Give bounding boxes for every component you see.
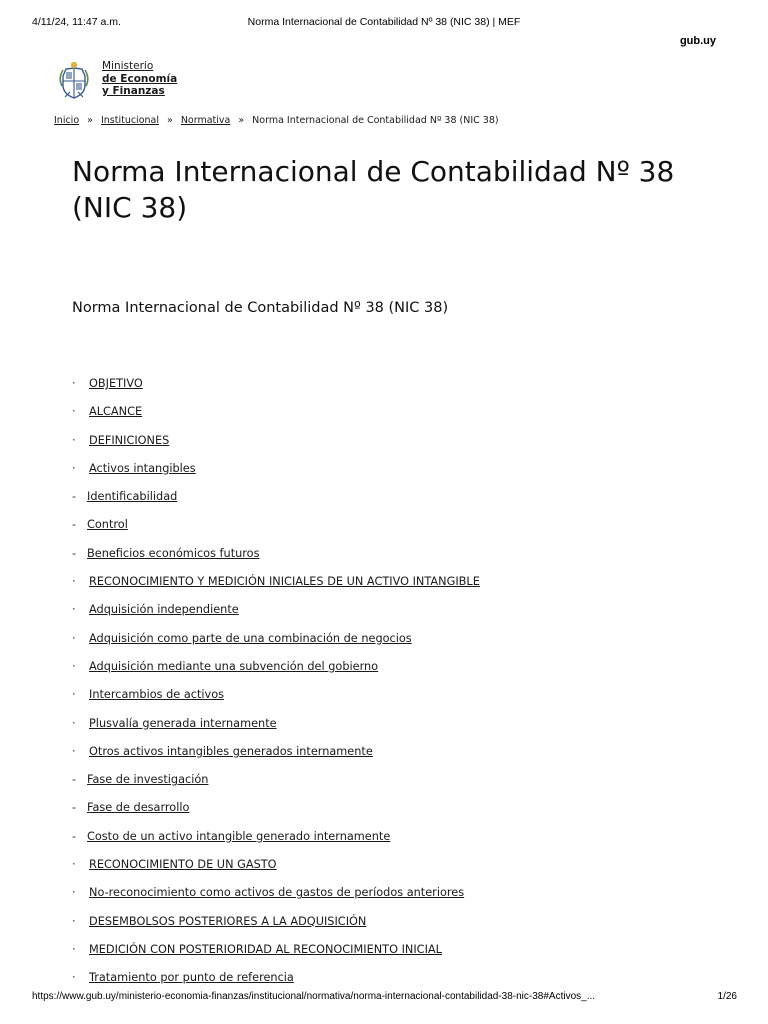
toc-link[interactable]: Intercambios de activos: [89, 688, 224, 702]
ministry-name-line1: Ministerio: [102, 60, 154, 72]
print-datetime: 4/11/24, 11:47 a.m.: [32, 16, 121, 28]
toc-bullet: ·: [72, 405, 76, 419]
toc-bullet: ·: [72, 942, 76, 956]
toc-bullet: ·: [72, 858, 76, 872]
toc-link[interactable]: Costo de un activo intangible generado internamente: [87, 829, 391, 843]
ministry-name: [102, 60, 177, 98]
print-footer: [32, 991, 737, 1005]
toc-link[interactable]: Control: [87, 518, 128, 532]
print-tab-title: Norma Internacional de Contabilidad Nº 38 (NIC 38) | MEF: [247, 16, 521, 28]
toc-item: [72, 742, 728, 770]
toc-item: [72, 657, 728, 685]
toc-link[interactable]: Tratamiento por punto de referencia: [89, 971, 294, 985]
toc-bullet: ·: [72, 886, 76, 900]
toc-bullet: ·: [72, 971, 76, 985]
toc-link[interactable]: Adquisición independiente: [89, 603, 239, 617]
breadcrumb-separator: »: [238, 115, 245, 126]
toc-item: [72, 798, 728, 826]
print-header: [32, 16, 736, 30]
gubuy-link[interactable]: gub.uy: [679, 35, 716, 47]
toc-item: [72, 912, 728, 940]
toc-bullet: ·: [72, 603, 76, 617]
print-page-counter: 1/26: [717, 991, 737, 1002]
toc-bullet: ·: [72, 377, 76, 390]
toc-item: [72, 402, 728, 430]
toc-item: [72, 515, 728, 543]
toc-item: [72, 374, 728, 402]
toc-bullet: ·: [72, 914, 76, 928]
table-of-contents: [72, 374, 728, 997]
toc-bullet: ·: [72, 716, 76, 730]
toc-bullet: ·: [72, 659, 76, 673]
toc-link[interactable]: Identificabilidad: [87, 490, 178, 504]
breadcrumb-normativa[interactable]: Normativa: [180, 115, 231, 126]
toc-item: [72, 600, 728, 628]
toc-item: [72, 883, 728, 911]
page-subtitle: Norma Internacional de Contabilidad Nº 38 (NIC 38): [72, 300, 449, 316]
toc-link[interactable]: Adquisición mediante una subvención del gobierno: [89, 659, 379, 673]
uruguay-coat-of-arms-icon: [56, 60, 92, 100]
breadcrumb-inicio[interactable]: Inicio: [54, 115, 80, 126]
toc-link[interactable]: ALCANCE: [89, 405, 143, 419]
toc-link[interactable]: Beneficios económicos futuros: [87, 546, 260, 560]
toc-link[interactable]: Adquisición como parte de una combinación de negocios: [89, 631, 412, 645]
toc-link[interactable]: DEFINICIONES: [89, 433, 170, 447]
toc-bullet: -: [72, 546, 77, 560]
toc-item: [72, 572, 728, 600]
ministry-logo[interactable]: [56, 58, 206, 102]
toc-link[interactable]: RECONOCIMIENTO DE UN GASTO: [89, 858, 277, 872]
page-title: Norma Internacional de Contabilidad Nº 38 (NIC 38): [72, 155, 675, 224]
toc-link[interactable]: Activos intangibles: [89, 461, 196, 475]
toc-item: [72, 714, 728, 742]
toc-bullet: -: [72, 490, 77, 504]
toc-link[interactable]: No-reconocimiento como activos de gastos de períodos anteriores: [89, 886, 465, 900]
toc-item: [72, 459, 728, 487]
toc-bullet: -: [72, 773, 77, 787]
toc-bullet: -: [72, 518, 77, 532]
toc-item: [72, 544, 728, 572]
breadcrumb-current-page: Norma Internacional de Contabilidad Nº 38 (NIC 38): [252, 115, 499, 126]
ministry-name-line2: de Economía: [102, 72, 178, 85]
toc-link[interactable]: Fase de desarrollo: [87, 801, 190, 815]
toc-link[interactable]: DESEMBOLSOS POSTERIORES A LA ADQUISICIÓN: [89, 914, 367, 928]
breadcrumb-institucional[interactable]: Institucional: [100, 115, 159, 126]
toc-item: [72, 940, 728, 968]
toc-bullet: -: [72, 829, 77, 843]
toc-link[interactable]: Plusvalía generada internamente: [89, 716, 277, 730]
breadcrumb: [54, 115, 728, 126]
toc-link[interactable]: RECONOCIMIENTO Y MEDICIÓN INICIALES DE UN ACTIVO INTANGIBLE: [89, 575, 480, 589]
toc-item: [72, 685, 728, 713]
toc-item: [72, 629, 728, 657]
toc-item: [72, 431, 728, 459]
toc-item: [72, 855, 728, 883]
toc-item: [72, 827, 728, 855]
toc-bullet: ·: [72, 631, 76, 645]
toc-bullet: ·: [72, 433, 76, 447]
toc-item: [72, 770, 728, 798]
toc-bullet: ·: [72, 575, 76, 589]
toc-link[interactable]: Otros activos intangibles generados internamente: [89, 744, 373, 758]
toc-bullet: ·: [72, 461, 76, 475]
toc-bullet: ·: [72, 688, 76, 702]
breadcrumb-separator: »: [87, 115, 93, 126]
toc-bullet: -: [72, 801, 77, 815]
toc-link[interactable]: MEDICIÓN CON POSTERIORIDAD AL RECONOCIMIENTO INICIAL: [89, 942, 442, 956]
toc-item: [72, 487, 728, 515]
ministry-name-line3: y Finanzas: [102, 85, 165, 97]
print-url: https://www.gub.uy/ministerio-economia-finanzas/institucional/normativa/norma-internacional-contabilidad-38-nic-38#Activos_...: [32, 991, 596, 1002]
toc-link[interactable]: Fase de investigación: [87, 773, 209, 787]
toc-link[interactable]: OBJETIVO: [89, 377, 143, 390]
toc-bullet: ·: [72, 744, 76, 758]
breadcrumb-separator: »: [167, 115, 173, 126]
